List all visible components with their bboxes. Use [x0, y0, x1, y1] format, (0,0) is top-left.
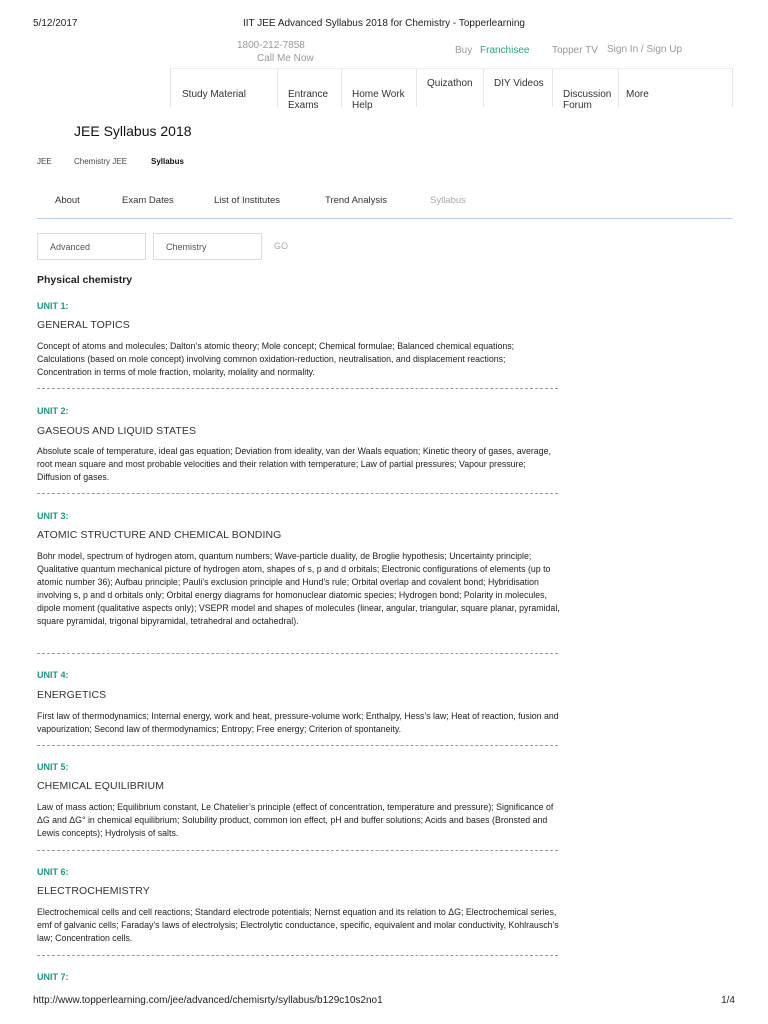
nav-label: Discussion Forum — [563, 89, 612, 111]
sign-in-link[interactable]: Sign In / Sign Up — [607, 44, 683, 55]
level-select[interactable] — [37, 233, 146, 260]
print-page-number: 1/4 — [721, 995, 735, 1006]
unit-divider — [37, 388, 558, 389]
nav-quizathon[interactable] — [417, 69, 484, 107]
nav-discussion-forum[interactable] — [553, 69, 619, 111]
unit-divider — [37, 653, 558, 654]
phone-number: 1800-212-7858 — [237, 40, 305, 51]
tab-trend-analysis[interactable]: Trend Analysis — [325, 195, 387, 206]
nav-label: Study Material — [182, 89, 246, 100]
print-date: 5/12/2017 — [33, 18, 78, 29]
level-select-value: Advanced — [50, 242, 91, 252]
franchisee-link[interactable]: Franchisee — [480, 45, 530, 56]
unit-divider — [37, 955, 558, 956]
nav-diy-videos[interactable] — [484, 69, 553, 107]
nav-label: Entrance Exams — [288, 89, 329, 111]
section-heading: Physical chemistry — [37, 274, 133, 286]
unit-description: Absolute scale of temperature, ideal gas equation; Deviation from ideality, van der Waals equation; Kinetic theory of gases, average, root mean square and most probable velocities and their relation with temperature; Law of partial pressures; Vapour pressure; Diffusion of gases. — [37, 446, 551, 483]
unit-title: GASEOUS AND LIQUID STATES — [37, 425, 197, 437]
unit-divider — [37, 850, 558, 851]
subject-select-value: Chemistry — [166, 242, 207, 252]
unit-divider — [37, 745, 558, 746]
unit-label: UNIT 2: — [37, 406, 69, 416]
unit-title: ATOMIC STRUCTURE AND CHEMICAL BONDING — [37, 529, 282, 541]
print-footer-url: http://www.topperlearning.com/jee/advanced/chemisrty/syllabus/b129c10s2no1 — [33, 995, 383, 1006]
unit-label: UNIT 7: — [37, 972, 69, 982]
nav-study-material[interactable] — [171, 69, 278, 107]
unit-description: Electrochemical cells and cell reactions; Standard electrode potentials; Nernst equation and its relation to ΔG; Electrochemical series, emf of galvanic cells; Faraday’s laws of electrolysis; Electrolytic conductance, specific, equivalent and molar conductivity, Kohlrausch’s law; Concentration cells. — [37, 907, 559, 944]
tab-exam-dates[interactable]: Exam Dates — [122, 195, 174, 206]
page-title: JEE Syllabus 2018 — [74, 123, 192, 139]
unit-divider — [37, 493, 558, 494]
print-page-title: IIT JEE Advanced Syllabus 2018 for Chemistry - Topperlearning — [242, 18, 525, 29]
unit-label: UNIT 5: — [37, 762, 69, 772]
nav-homework-help[interactable] — [342, 69, 417, 111]
unit-description: First law of thermodynamics; Internal energy, work and heat, pressure-volume work; Enthalpy, Hess’s law; Heat of reaction, fusion and vapourization; Second law of thermodynamics; Entropy; Free energy; Criterion of spontaneity. — [37, 711, 559, 735]
nav-label: Home Work Help — [352, 89, 405, 111]
subject-select[interactable] — [153, 233, 262, 260]
unit-title: CHEMICAL EQUILIBRIUM — [37, 780, 165, 792]
nav-more[interactable] — [619, 69, 732, 107]
topper-tv-link[interactable]: Topper TV — [552, 45, 598, 56]
unit-title: ENERGETICS — [37, 689, 107, 701]
unit-description: Concept of atoms and molecules; Dalton’s atomic theory; Mole concept; Chemical formulae; Balanced chemical equations; Calculations (based on mole concept) involving common oxidation-reduction, neutralisation, and displacement reactions; Concentration in terms of mole fraction, molarity, molality and normality. — [37, 341, 515, 378]
unit-label: UNIT 4: — [37, 670, 69, 680]
nav-label: DIY Videos — [494, 78, 544, 89]
call-me-now-link[interactable]: Call Me Now — [257, 53, 314, 64]
breadcrumb-jee[interactable]: JEE — [37, 157, 52, 166]
tab-syllabus[interactable]: Syllabus — [430, 195, 466, 206]
breadcrumb-syllabus: Syllabus — [151, 157, 184, 166]
unit-label: UNIT 3: — [37, 511, 69, 521]
unit-title: GENERAL TOPICS — [37, 319, 130, 331]
nav-entrance-exams[interactable] — [278, 69, 342, 111]
go-button[interactable]: GO — [274, 241, 289, 251]
buy-link[interactable]: Buy — [455, 45, 473, 56]
unit-label: UNIT 1: — [37, 301, 69, 311]
main-nav — [170, 68, 733, 111]
unit-description: Bohr model, spectrum of hydrogen atom, quantum numbers; Wave-particle duality, de Broglie hypothesis; Uncertainty principle; Qualitative quantum mechanical picture of hydrogen atom, shapes of s, p and d orbitals; Electronic configurations of elements (up to atomic number 36); Aufbau principle; Pauli’s exclusion principle and Hund’s rule; Orbital overlap and covalent bond; Hybridisation involving s, p and d orbitals only; Orbital energy diagrams for homonuclear diatomic species; Hydrogen bond; Polarity in molecules, dipole moment (qualitative aspects only); VSEPR model and shapes of molecules (linear, angular, triangular, square planar, pyramidal, square pyramidal, trigonal bipyramidal, tetrahedral and octahedral). — [37, 551, 560, 627]
unit-title: ELECTROCHEMISTRY — [37, 885, 150, 897]
nav-label: Quizathon — [427, 78, 473, 89]
tab-about[interactable]: About — [55, 195, 80, 206]
tab-list-of-institutes[interactable]: List of Institutes — [214, 195, 281, 206]
tab-bar — [37, 186, 732, 219]
breadcrumb-chemistry-jee[interactable]: Chemistry JEE — [74, 157, 127, 166]
unit-description: Law of mass action; Equilibrium constant, Le Chatelier’s principle (effect of concentration, temperature and pressure); Significance of ΔG and ΔG° in chemical equilibrium; Solubility product, common ion effect, pH and buffer solutions; Acids and bases (Bronsted and Lewis concepts); Hydrolysis of salts. — [37, 802, 554, 839]
unit-label: UNIT 6: — [37, 867, 69, 877]
nav-label: More — [626, 89, 649, 100]
